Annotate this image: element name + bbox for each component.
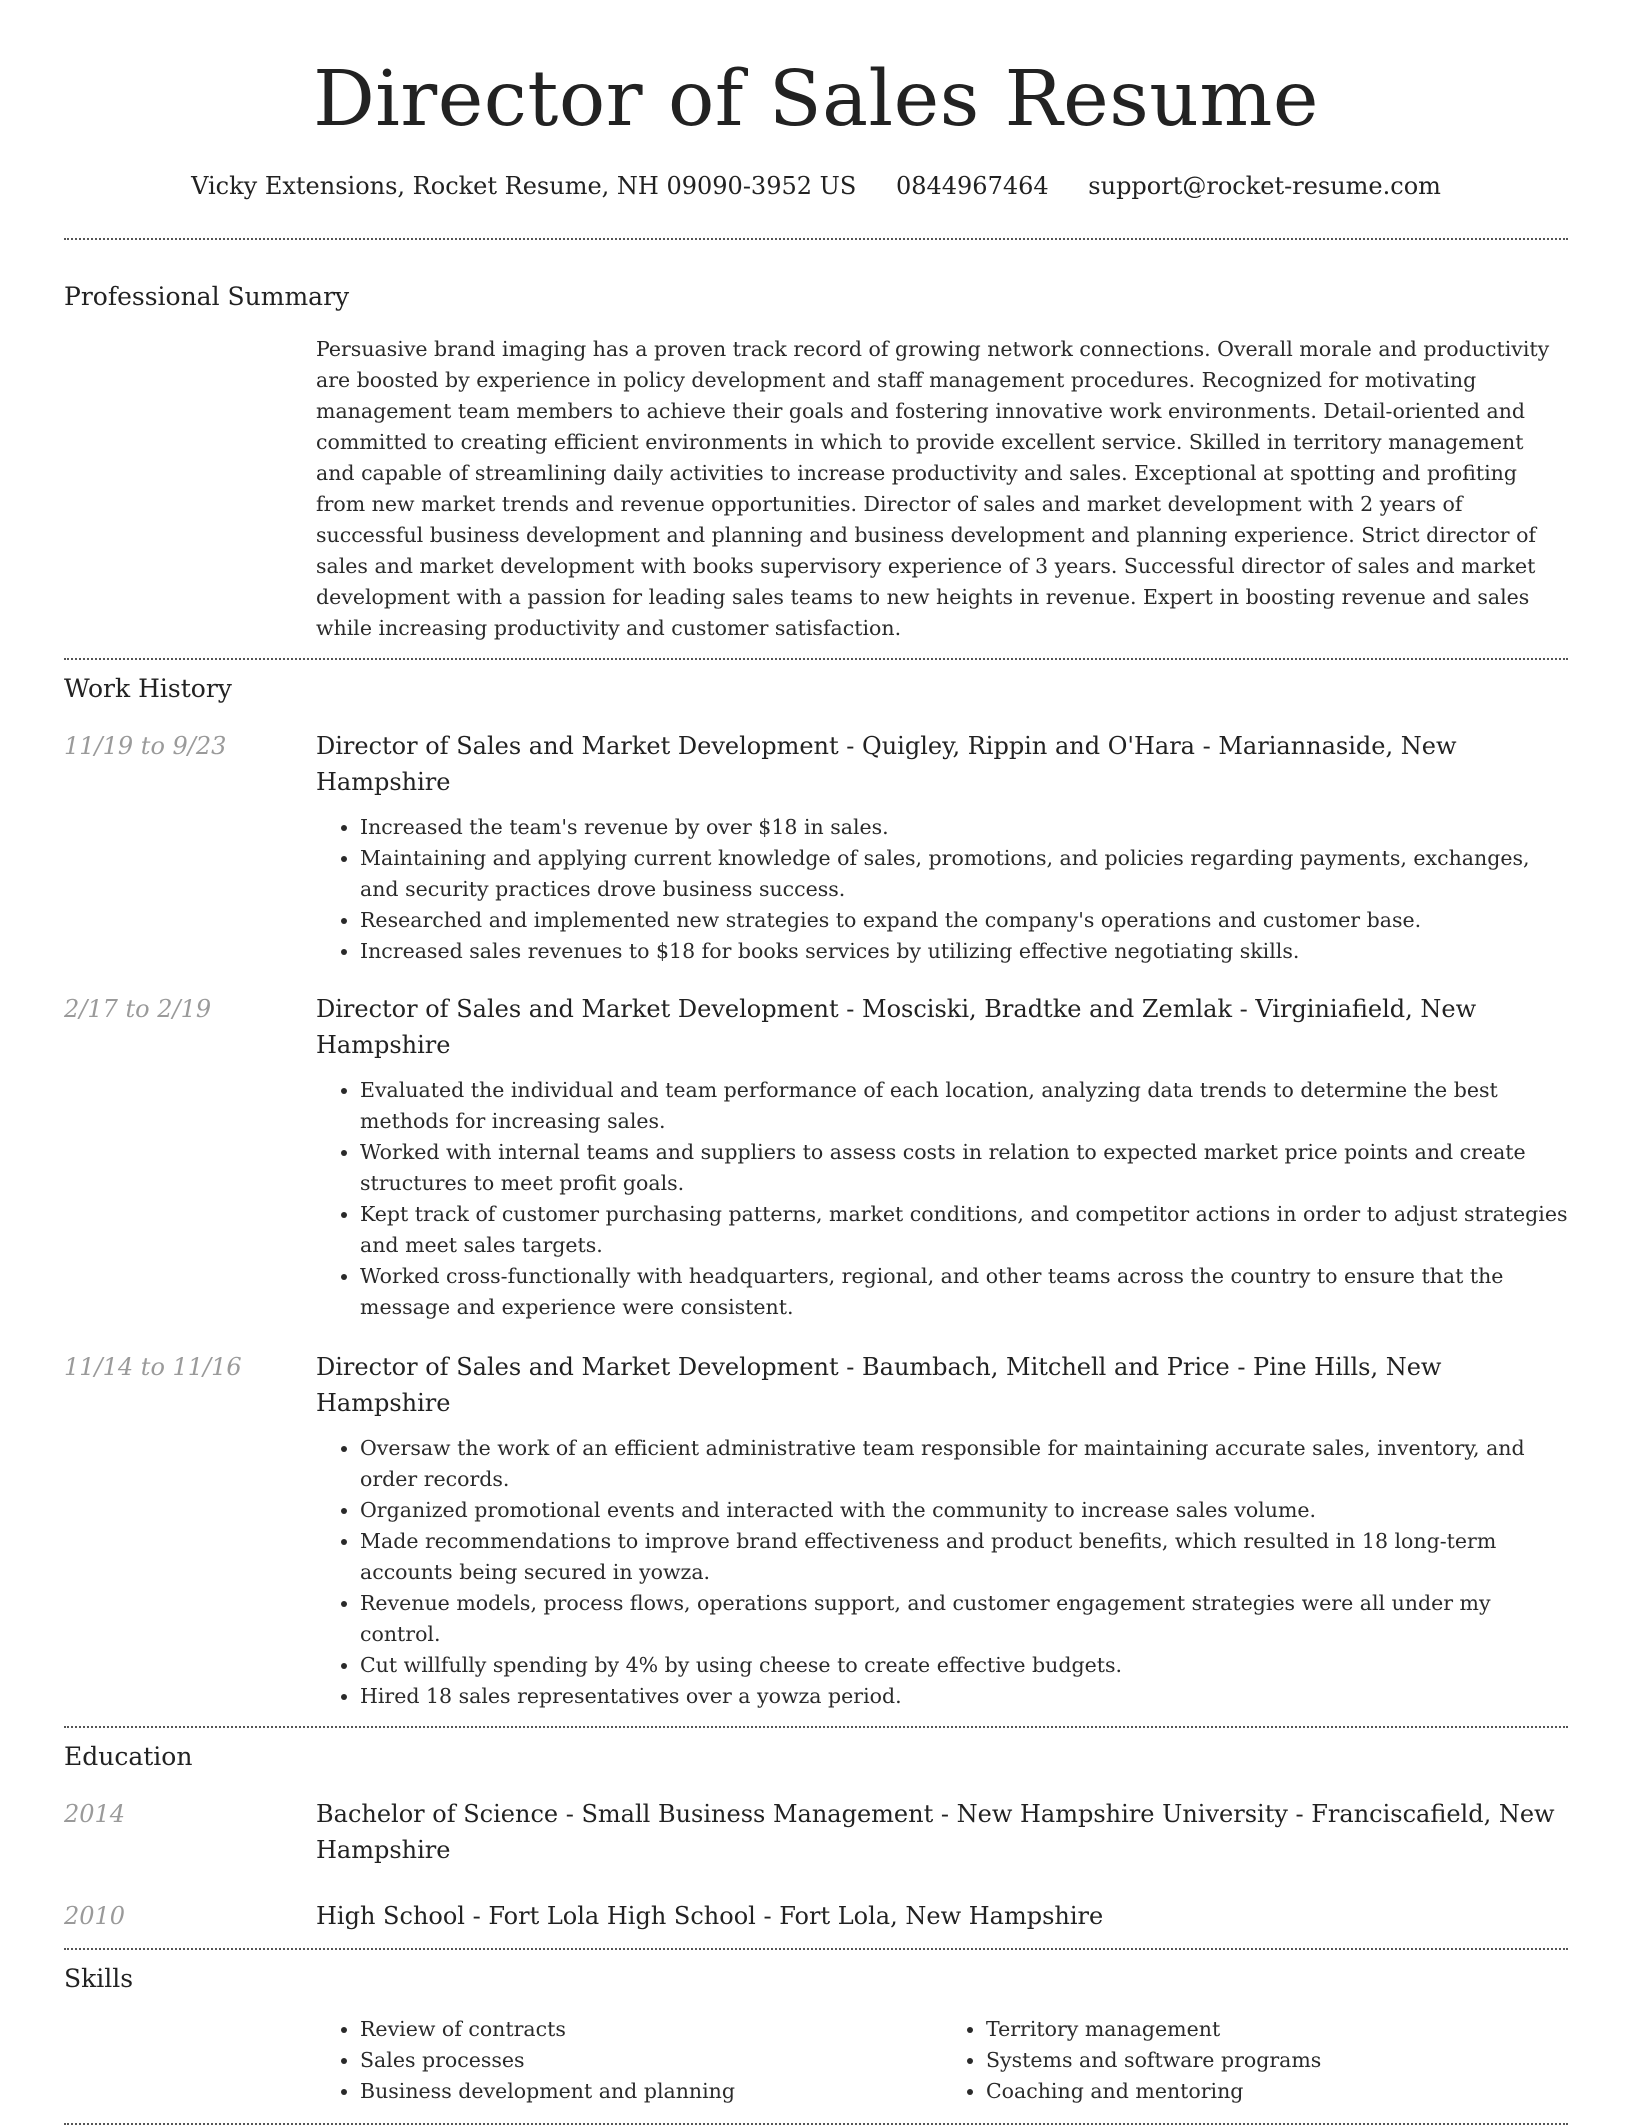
- education-title: [316, 1898, 1568, 1934]
- job-role: Director of Sales and Market Development: [316, 995, 839, 1023]
- divider: [64, 658, 1568, 660]
- job-employer: - Mosciski, Bradtke and Zemlak - Virginiafield, New Hampshire: [316, 995, 1477, 1059]
- list-item: • Worked with internal teams and suppliers to assess costs in relation to expected market price points and create structures to meet profit goals.: [360, 1137, 1568, 1199]
- list-item: • Worked cross-functionally with headquarters, regional, and other teams across the country to ensure that the message and experience were consistent.: [360, 1261, 1568, 1323]
- contact-line: [64, 170, 1568, 202]
- job-bullets: [316, 812, 1568, 967]
- skills-grid: [316, 2014, 1568, 2107]
- job-body: [316, 728, 1568, 967]
- job-role: Director of Sales and Market Development: [316, 1353, 839, 1381]
- list-item: • Increased the team's revenue by over $18 in sales.: [360, 812, 1568, 843]
- section-title-work: Work History: [64, 674, 232, 703]
- job-entry: [64, 991, 1568, 1323]
- education-school: - Fort Lola High School - Fort Lola, New Hampshire: [464, 1902, 1104, 1930]
- job-bullets: [316, 1075, 1568, 1323]
- contact-phone: 0844967464: [895, 172, 1049, 200]
- list-item: • Cut willfully spending by 4% by using cheese to create effective budgets.: [360, 1650, 1568, 1681]
- education-degree: High School: [316, 1902, 465, 1930]
- education-degree: Bachelor of Science - Small Business Management: [316, 1800, 934, 1828]
- education-year: 2010: [64, 1902, 126, 1930]
- education-school: - New Hampshire University - Franciscafield, New Hampshire: [316, 1800, 1555, 1864]
- section-title-summary: Professional Summary: [64, 282, 350, 311]
- job-dates: 2/17 to 2/19: [64, 995, 212, 1023]
- skill-item: • Systems and software programs: [986, 2045, 1568, 2076]
- list-item: • Increased sales revenues to $18 for books services by utilizing effective negotiating skills.: [360, 936, 1568, 967]
- list-item: • Made recommendations to improve brand effectiveness and product benefits, which resulted in 18 long-term accounts being secured in yowza.: [360, 1526, 1568, 1588]
- job-role: Director of Sales and Market Development: [316, 732, 839, 760]
- skill-item: • Business development and planning: [360, 2076, 942, 2107]
- job-employer: - Baumbach, Mitchell and Price - Pine Hills, New Hampshire: [316, 1353, 1442, 1417]
- divider: [64, 1726, 1568, 1728]
- job-title: [316, 1349, 1568, 1421]
- skill-item: • Review of contracts: [360, 2014, 942, 2045]
- section-title-skills: Skills: [64, 1964, 134, 1993]
- list-item: • Hired 18 sales representatives over a yowza period.: [360, 1681, 1568, 1712]
- skill-item: • Territory management: [986, 2014, 1568, 2045]
- education-entry: [64, 1796, 1568, 1868]
- summary-text: Persuasive brand imaging has a proven track record of growing network connections. Overall morale and productivity are boosted by experience in policy development and staff management procedures. Recognized for motivating management team members to achieve their goals and fostering innovative work environments. Detail-oriented and committed to creating efficient environments in which to provide excellent service. Skilled in territory management and capable of streamlining daily activities to increase productivity and sales. Exceptional at spotting and profiting from new market trends and revenue opportunities. Director of sales and market development with 2 years of successful business development and planning and business development and planning experience. Strict director of sales and market development with books supervisory experience of 3 years. Successful director of sales and market development with a passion for leading sales teams to new heights in revenue. Expert in boosting revenue and sales while increasing productivity and customer satisfaction.: [316, 337, 1550, 640]
- list-item: • Maintaining and applying current knowledge of sales, promotions, and policies regarding payments, exchanges, and security practices drove business success.: [360, 843, 1568, 905]
- education-entry: [64, 1898, 1568, 1934]
- resume-title: Director of Sales Resume: [313, 55, 1319, 144]
- job-body: [316, 991, 1568, 1323]
- job-entry: [64, 728, 1568, 967]
- divider: [64, 1948, 1568, 1950]
- divider: [64, 238, 1568, 240]
- section-title-education: Education: [64, 1742, 193, 1771]
- list-item: • Evaluated the individual and team performance of each location, analyzing data trends to determine the best methods for increasing sales.: [360, 1075, 1568, 1137]
- job-dates: 11/19 to 9/23: [64, 732, 227, 760]
- education-body: [316, 1898, 1568, 1934]
- education-title: [316, 1796, 1568, 1868]
- list-item: • Organized promotional events and interacted with the community to increase sales volume.: [360, 1495, 1568, 1526]
- list-item: • Revenue models, process flows, operations support, and customer engagement strategies were all under my control.: [360, 1588, 1568, 1650]
- list-item: • Oversaw the work of an efficient administrative team responsible for maintaining accurate sales, inventory, and order records.: [360, 1433, 1568, 1495]
- skills-column-left: [316, 2014, 942, 2107]
- resume-page: [64, 0, 1568, 2125]
- list-item: • Researched and implemented new strategies to expand the company's operations and customer base.: [360, 905, 1568, 936]
- education-body: [316, 1796, 1568, 1868]
- job-body: [316, 1349, 1568, 1712]
- job-bullets: [316, 1433, 1568, 1712]
- education-year: 2014: [64, 1800, 126, 1828]
- job-entry: [64, 1349, 1568, 1712]
- job-employer: - Quigley, Rippin and O'Hara - Mariannaside, New Hampshire: [316, 732, 1457, 796]
- skill-item: • Sales processes: [360, 2045, 942, 2076]
- job-title: [316, 728, 1568, 800]
- job-title: [316, 991, 1568, 1063]
- list-item: • Kept track of customer purchasing patterns, market conditions, and competitor actions in order to adjust strategies and meet sales targets.: [360, 1199, 1568, 1261]
- skills-column-right: [942, 2014, 1568, 2107]
- contact-email: support@rocket-resume.com: [1088, 172, 1441, 200]
- skill-item: • Coaching and mentoring: [986, 2076, 1568, 2107]
- job-dates: 11/14 to 11/16: [64, 1353, 242, 1381]
- contact-address: Vicky Extensions, Rocket Resume, NH 09090-3952 US: [191, 172, 857, 200]
